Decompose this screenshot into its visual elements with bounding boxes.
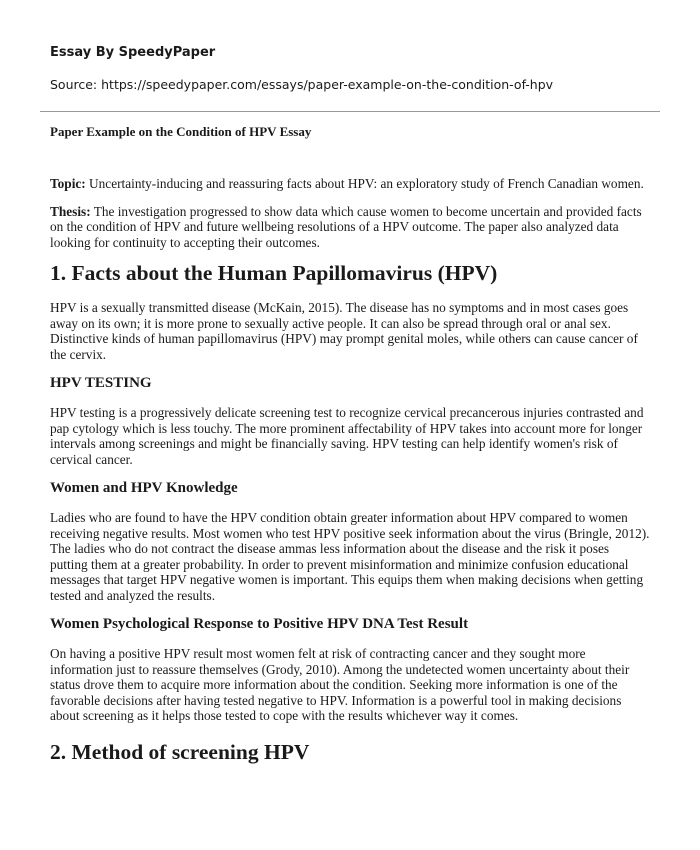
essay-title: Paper Example on the Condition of HPV Essay (50, 124, 312, 139)
hpv-knowledge-paragraph: Ladies who are found to have the HPV condition obtain greater information about HPV compared to women receiving negative results. Most women who test HPV positive seek information about the virus (Bringle, 2012). The ladies who do not contract the disease ammas less information about the disease and the risk it poses putting them at a greater probability. In order to prevent misinformation and minimize confusion educational messages that target HPV negative women is important. This equips them when making decisions when getting tested and analyzed the results. (50, 510, 650, 603)
header-divider (40, 111, 660, 112)
facts-paragraph: HPV is a sexually transmitted disease (McKain, 2015). The disease has no symptoms and in most cases goes away on its own; it is more prone to sexually active people. It can also be spread through oral or anal sex. Distinctive kinds of human papillomavirus (HPV) may prompt genital moles, while others can cause cancer of the cervix. (50, 300, 638, 362)
thesis-paragraph (50, 204, 650, 251)
topic-paragraph (50, 176, 650, 192)
subheading-hpv-knowledge: Women and HPV Knowledge (50, 480, 238, 496)
thesis-label: Thesis: (50, 203, 91, 219)
subheading-psychological-response: Women Psychological Response to Positive HPV DNA Test Result (50, 616, 469, 632)
psychological-response-paragraph: On having a positive HPV result most women felt at risk of contracting cancer and they sought more information just to reassure themselves (Grody, 2010). Among the undetected women uncertainty about their status drove them to acquire more information about the condition. Seeking more information is one of the favorable decisions after having tested negative to HPV. Information is a powerful tool in making decisions about screening as it helps those tested to cope with the results whichever way it comes. (50, 646, 630, 723)
subheading-hpv-testing: HPV TESTING (50, 375, 152, 391)
hpv-testing-paragraph: HPV testing is a progressively delicate screening test to recognize cervical precancerous injuries contrasted and pap cytology which is less touchy. The more prominent affectability of HPV takes into account more for longer intervals among screenings and might be financially saving. HPV testing can help identify women's risk of cervical cancer. (50, 405, 644, 467)
section-heading-screening: 2. Method of screening HPV (50, 739, 310, 764)
thesis-text: The investigation progressed to show data which cause women to become uncertain and provided facts on the condition of HPV and future wellbeing resolutions of a HPV outcome. The paper also analyzed data looking for continuity to accepting their outcomes. (50, 203, 642, 250)
source-line: Source: https://speedypaper.com/essays/paper-example-on-the-condition-of-hpv (50, 77, 554, 92)
section-heading-facts: 1. Facts about the Human Papillomavirus (HPV) (50, 261, 498, 285)
topic-label: Topic: (50, 176, 86, 191)
site-attribution: Essay By SpeedyPaper (50, 45, 216, 60)
topic-text: Uncertainty-inducing and reassuring facts about HPV: an exploratory study of French Canadian women. (85, 176, 644, 191)
